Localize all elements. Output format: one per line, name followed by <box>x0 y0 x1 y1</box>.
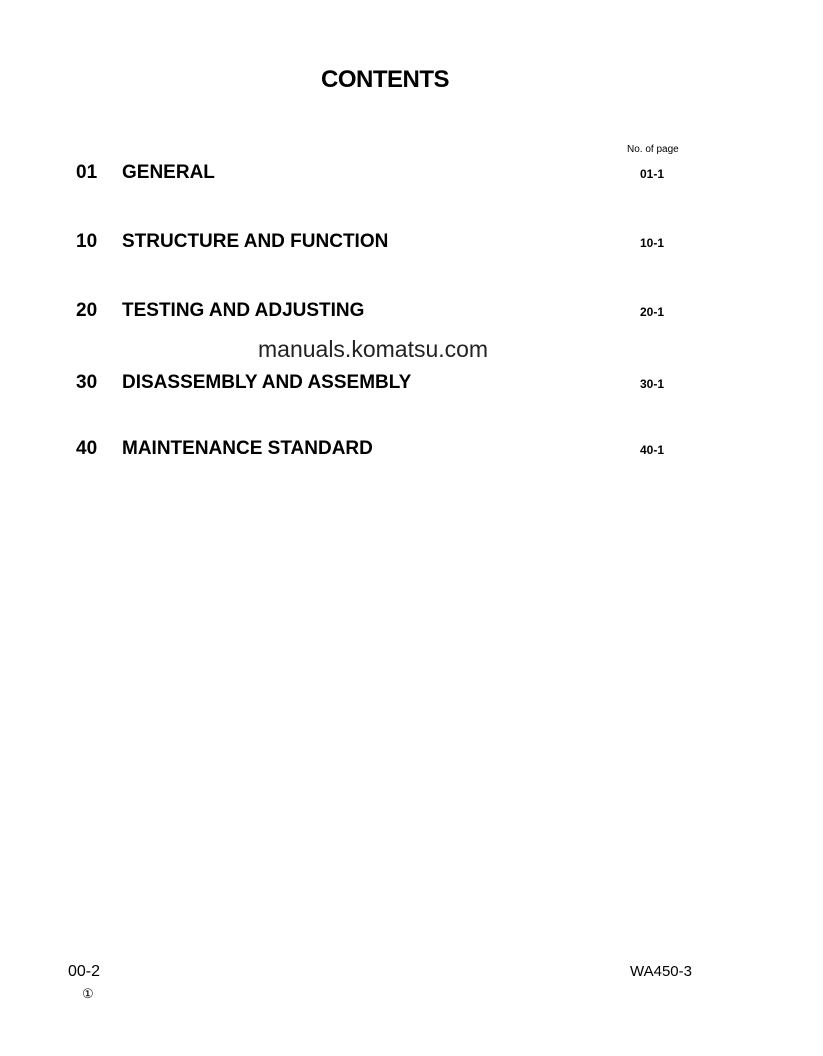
toc-label[interactable]: TESTING AND ADJUSTING <box>122 300 368 321</box>
toc-label[interactable]: MAINTENANCE STANDARD <box>122 438 377 459</box>
toc-number: 01 <box>76 162 98 183</box>
toc-entry[interactable] <box>76 372 676 396</box>
watermark: manuals.komatsu.com <box>258 336 489 362</box>
toc-entry[interactable] <box>76 231 676 255</box>
page-title: CONTENTS <box>321 66 449 93</box>
toc-number: 20 <box>76 300 98 321</box>
toc-entry[interactable] <box>76 438 676 462</box>
toc-number: 40 <box>76 438 98 459</box>
toc-page: 20-1 <box>640 305 665 319</box>
revision-mark: ① <box>82 986 94 1001</box>
toc-page: 30-1 <box>640 377 665 391</box>
toc-page: 40-1 <box>640 443 665 457</box>
toc-page: 10-1 <box>640 236 665 250</box>
toc-page: 01-1 <box>640 167 665 181</box>
toc-number: 10 <box>76 231 98 252</box>
toc-entry[interactable] <box>76 162 676 186</box>
footer-model: WA450-3 <box>630 963 692 980</box>
toc-label[interactable]: DISASSEMBLY AND ASSEMBLY <box>122 372 415 393</box>
toc-number: 30 <box>76 372 98 393</box>
footer-page-number: 00-2 <box>68 963 101 980</box>
toc-entry[interactable] <box>76 300 676 324</box>
toc-label[interactable]: STRUCTURE AND FUNCTION <box>122 231 392 252</box>
page-column-header: No. of page <box>627 144 679 155</box>
toc-label[interactable]: GENERAL <box>122 162 219 183</box>
